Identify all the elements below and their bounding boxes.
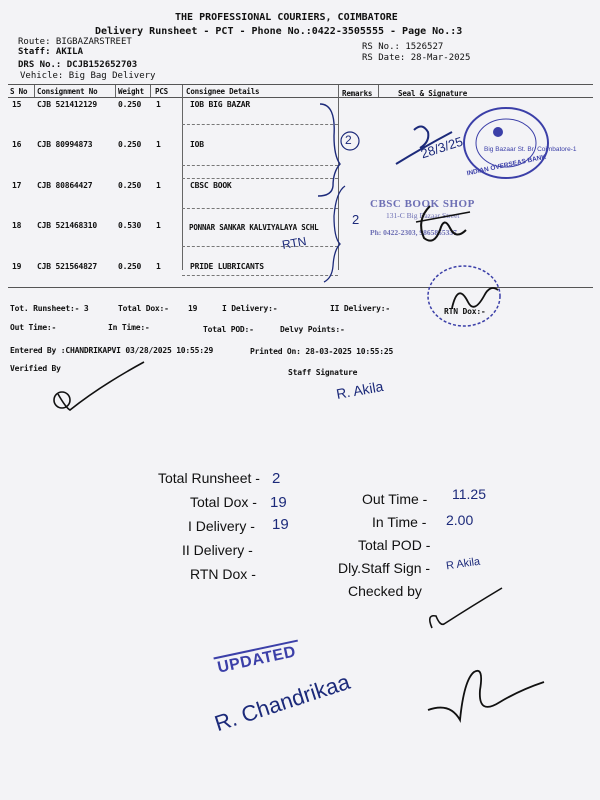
- row-17-consignee: CBSC BOOK: [190, 181, 232, 190]
- bottom-signature-scribble-icon: [420, 660, 550, 730]
- row-15-sno: 15: [12, 100, 22, 109]
- verified-by: Verified By: [10, 364, 61, 373]
- stamp-i-delivery: I Delivery -: [188, 518, 255, 534]
- row-19-sno: 19: [12, 262, 22, 271]
- stamp-checked-by: Checked by: [348, 583, 422, 599]
- col-consignment: Consignment No: [37, 87, 98, 96]
- stamp-total-runsheet-val: 2: [272, 470, 281, 487]
- row-19-pcs: 1: [156, 262, 161, 271]
- vehicle: Vehicle: Big Bag Delivery: [20, 71, 156, 81]
- row-17-pcs: 1: [156, 181, 161, 190]
- row-16-weight: 0.250: [118, 140, 142, 149]
- signature-scribble-icon: [392, 118, 502, 168]
- staff: Staff: AKILA: [18, 47, 84, 57]
- stamp-out-time: Out Time -: [362, 491, 428, 507]
- col-sno: S No: [10, 87, 28, 96]
- drs-no: DRS No.: DCJB152652703: [18, 60, 138, 70]
- stamp-total-pod: Total POD -: [358, 537, 431, 553]
- row-18-pcs: 1: [156, 221, 161, 230]
- total-dox-value: 19: [188, 304, 198, 313]
- row-18-sno: 18: [12, 221, 22, 230]
- row-18-weight: 0.530: [118, 221, 142, 230]
- row-18-consignee: PONNAR SANKAR KALVIYALAYA SCHL: [189, 223, 319, 232]
- printed-on: Printed On: 28-03-2025 10:55:25: [250, 347, 394, 356]
- stamp-dly-staff: Dly.Staff Sign -: [338, 560, 431, 576]
- row-16-consignee: IOB: [190, 140, 204, 149]
- stamp-total-runsheet: Total Runsheet -: [158, 470, 260, 486]
- entered-by: Entered By :CHANDRIKAPVI 03/28/2025 10:55:29: [10, 346, 214, 355]
- row-19-consignee: PRIDE LUBRICANTS: [190, 262, 264, 271]
- total-dox-label: Total Dox:-: [118, 304, 169, 313]
- shop-address: 131-C Big Bazaar Street: [386, 211, 460, 220]
- col-remarks: Remarks: [342, 89, 373, 98]
- out-time: Out Time:-: [10, 323, 57, 332]
- tot-runsheet: Tot. Runsheet:- 3: [10, 304, 89, 313]
- row-16-sno: 16: [12, 140, 22, 149]
- bank-name: INDIAN OVERSEAS BANK: [466, 153, 547, 178]
- row-15-consignee: IOB BIG BAZAR: [190, 100, 251, 109]
- i-delivery: I Delivery:-: [222, 304, 278, 313]
- stamp-ii-delivery: II Delivery -: [182, 542, 253, 558]
- stamp-i-delivery-val: 19: [272, 516, 289, 533]
- checked-by-signature-icon: [420, 584, 510, 634]
- ii-delivery: II Delivery:-: [330, 304, 391, 313]
- stamp-in-time-val: 2.00: [446, 512, 474, 528]
- rtn-note: RTN: [280, 233, 308, 253]
- bank-branch: Big Bazaar St. Br. Coimbatore-1: [484, 146, 577, 153]
- total-pod: Total POD:-: [203, 325, 254, 334]
- row-17-weight: 0.250: [118, 181, 142, 190]
- bottom-signature: R. Chandrikaa: [211, 668, 353, 737]
- shop-signature-icon: [410, 200, 480, 250]
- shop-phone: Ph: 0422-2303, 9865855337: [370, 228, 457, 237]
- remark-1: 2: [345, 133, 352, 147]
- row-17-sno: 17: [12, 181, 22, 190]
- route: Route: BIGBAZARSTREET: [18, 37, 132, 47]
- stamp-out-time-val: 11.25: [452, 486, 486, 502]
- row-15-pcs: 1: [156, 100, 161, 109]
- row-16-pcs: 1: [156, 140, 161, 149]
- rs-no: RS No.: 1526527: [362, 42, 444, 52]
- runsheet-title: Delivery Runsheet - PCT - Phone No.:0422-3505555 - Page No.:3: [95, 26, 463, 37]
- row-15-weight: 0.250: [118, 100, 142, 109]
- col-pcs: PCS: [155, 87, 168, 96]
- row-18-consignment: CJB 521468310: [37, 221, 98, 230]
- verified-checkmark-icon: [40, 356, 150, 418]
- rtn-dox: RTN Dox:-: [444, 307, 486, 316]
- date-signature: 28/3/25: [418, 133, 465, 162]
- table-top-rule: [8, 84, 593, 85]
- col-sep: [34, 85, 35, 97]
- table-bottom-rule: [8, 287, 593, 288]
- shop-name: CBSC BOOK SHOP: [370, 198, 475, 210]
- row-16-consignment: CJB 80994873: [37, 140, 93, 149]
- stamp-total-dox: Total Dox -: [190, 494, 257, 510]
- stamp-total-dox-val: 19: [270, 494, 287, 511]
- staff-signature-label: Staff Signature: [288, 368, 358, 377]
- row-17-consignment: CJB 80864427: [37, 181, 93, 190]
- col-seal: Seal & Signature: [398, 89, 468, 98]
- row-19-consignment: CJB 521564827: [37, 262, 98, 271]
- col-consignee: Consignee Details: [186, 87, 260, 96]
- in-time: In Time:-: [108, 323, 150, 332]
- rs-date: RS Date: 28-Mar-2025: [362, 53, 471, 63]
- company-name: THE PROFESSIONAL COURIERS, COIMBATORE: [175, 12, 398, 23]
- circular-stamp-icon: [424, 262, 504, 330]
- remarks-brackets: [300, 96, 380, 286]
- row-19-weight: 0.250: [118, 262, 142, 271]
- col-sep: [150, 85, 151, 97]
- remark-2: 2: [352, 212, 360, 227]
- delvy-points: Delvy Points:-: [280, 325, 345, 334]
- updated-stamp: UPDATED: [216, 643, 298, 677]
- stamp-in-time: In Time -: [372, 514, 427, 530]
- stamp-rtn-dox: RTN Dox -: [190, 566, 256, 582]
- staff-signature-handwritten: R. Akila: [334, 378, 385, 402]
- row-15-consignment: CJB 521412129: [37, 100, 98, 109]
- stamp-dly-staff-val: R Akila: [445, 555, 481, 573]
- col-sep: [115, 85, 116, 97]
- col-weight: Weight: [118, 87, 144, 96]
